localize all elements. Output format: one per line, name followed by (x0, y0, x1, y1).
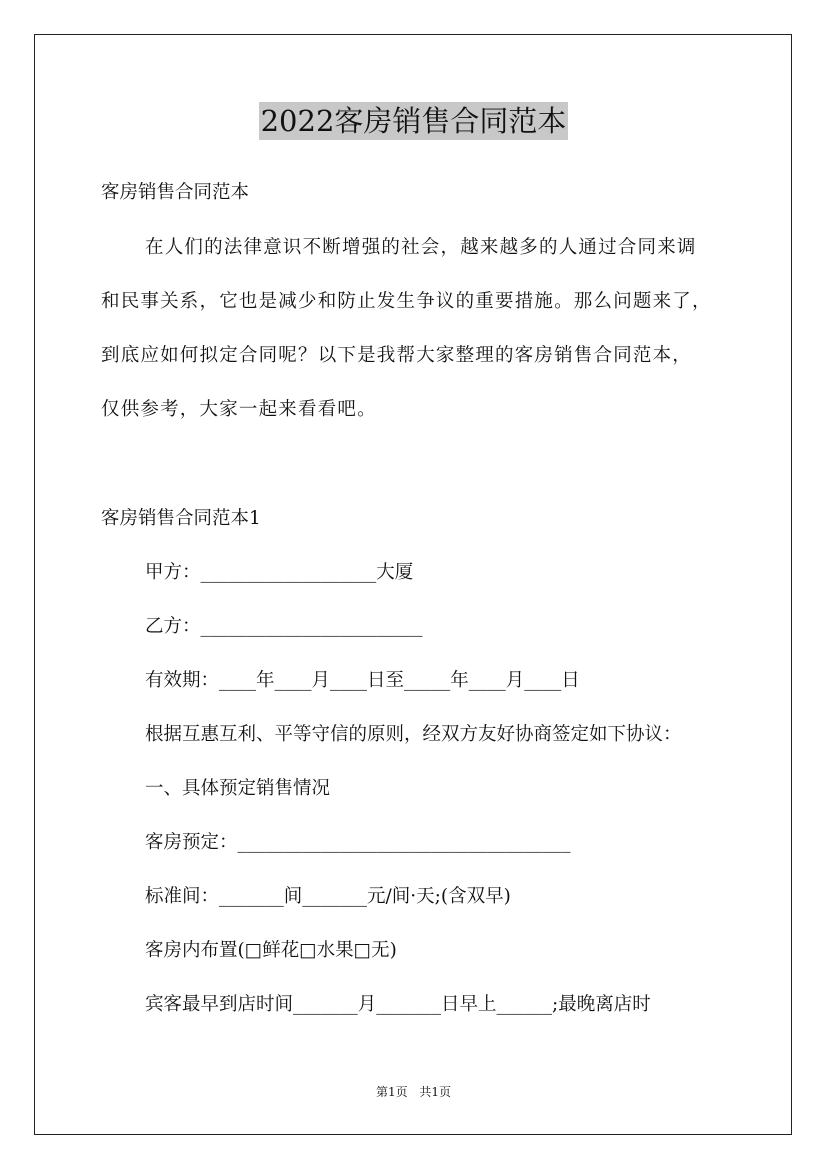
intro-line-2: 和民事关系，它也是减少和防止发生争议的重要措施。那么问题来了， (101, 291, 712, 312)
page-footer (0, 1084, 827, 1100)
intro-line-1: 在人们的法律意识不断增强的社会，越来越多的人通过合同来调 (145, 237, 697, 258)
page-number: 第1页 (375, 1085, 408, 1099)
room-decor-line: 客房内布置(□鲜花□水果□无) (145, 940, 397, 961)
document-title: 2022客房销售合同范本 (260, 104, 567, 138)
clause-1-heading: 一、具体预定销售情况 (145, 778, 331, 799)
party-b-line: 乙方：________________________ (145, 616, 423, 637)
section-title: 客房销售合同范本1 (101, 508, 261, 529)
document-subtitle: 客房销售合同范本 (101, 182, 250, 203)
intro-line-4: 仅供参考，大家一起来看看吧。 (101, 399, 377, 420)
intro-line-3: 到底应如何拟定合同呢？以下是我帮大家整理的客房销售合同范本， (101, 345, 693, 366)
title-container (0, 102, 827, 140)
party-a-line: 甲方：___________________大厦 (145, 562, 414, 583)
page-total: 共1页 (419, 1085, 452, 1099)
principle-line: 根据互惠互利、平等守信的原则，经双方友好协商签定如下协议： (145, 724, 682, 745)
room-booking-line: 客房预定：____________________________________ (145, 832, 571, 853)
standard-room-line: 标准间：_______间_______元/间·天;(含双早) (145, 886, 511, 907)
arrival-time-line: 宾客最早到店时间_______月_______日早上______;最晚离店时 (145, 994, 651, 1015)
validity-line: 有效期：____年____月____日至_____年____月____日 (145, 670, 580, 691)
